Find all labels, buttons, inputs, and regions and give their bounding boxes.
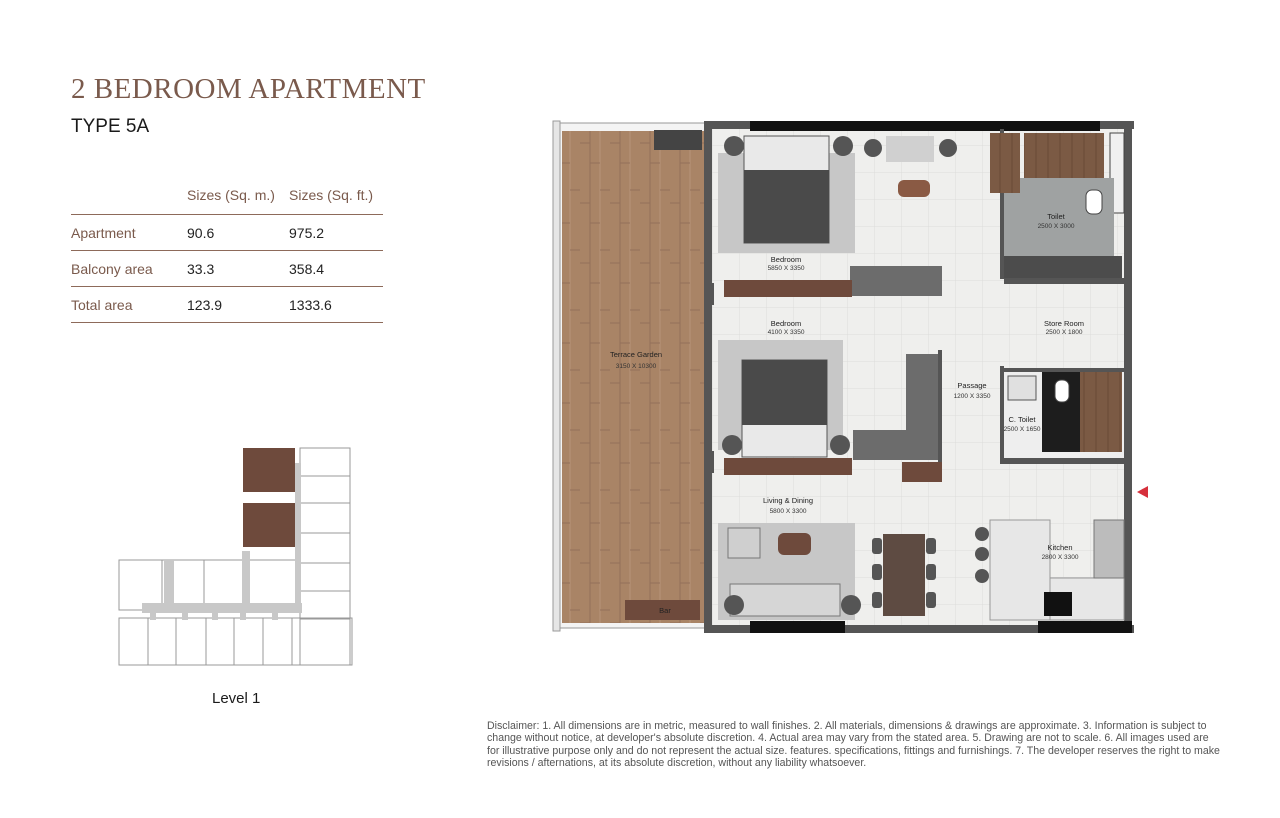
ctoilet-vanity <box>1080 372 1122 452</box>
room-label-passage: Passage <box>957 381 987 390</box>
window-south-left <box>750 621 845 633</box>
room-dims-store: 2500 X 1800 <box>1045 329 1083 336</box>
room-dims-ctoilet: 2500 X 1650 <box>1003 426 1041 433</box>
sqm-value: 90.6 <box>187 215 289 251</box>
desk-bedroom-1 <box>724 280 852 297</box>
room-label-bar: Bar <box>659 606 671 615</box>
room-dims-passage: 1200 X 3350 <box>953 393 991 400</box>
coffee-table <box>778 533 811 555</box>
room-dims-bedroom-2: 4100 X 3350 <box>767 329 805 336</box>
room-label-store: Store Room <box>1043 319 1085 328</box>
wall-stub <box>708 283 714 305</box>
wall-passage-west <box>938 350 942 470</box>
unit-type: TYPE 5A <box>71 116 150 137</box>
wall-store-south <box>1004 368 1124 372</box>
room-dims-bedroom-1: 5850 X 3350 <box>767 265 805 272</box>
ctoilet-wc-icon <box>1055 380 1069 402</box>
key-plan-highlight <box>243 448 295 492</box>
wall-ctoilet-west <box>1000 366 1004 461</box>
room-dims-kitchen: 2800 X 3300 <box>1041 554 1079 561</box>
room-label-kitchen: Kitchen <box>1047 543 1073 552</box>
wardrobe-bedroom-2b <box>853 430 938 460</box>
row-label: Apartment <box>71 215 187 251</box>
row-label: Balcony area <box>71 251 187 287</box>
entry-marker-icon <box>1137 486 1148 498</box>
kitchen-island <box>990 520 1050 620</box>
lamp-icon <box>724 595 744 615</box>
console-table <box>902 462 942 482</box>
sofa <box>730 584 840 616</box>
sizes-table <box>71 180 383 323</box>
nightstand-lamp <box>724 136 744 156</box>
room-label-toilet: Toilet <box>1047 212 1065 221</box>
wardrobe-bedroom-1 <box>850 266 942 296</box>
outer-wall-east <box>1124 121 1132 633</box>
armchair <box>728 528 760 558</box>
room-label-bedroom-2: Bedroom <box>770 319 802 328</box>
wall-kitchen-north <box>1000 458 1124 464</box>
terrace-garden-floor <box>562 131 705 623</box>
sqft-value: 358.4 <box>289 251 383 287</box>
table-row <box>71 215 383 251</box>
kitchen-sink-unit <box>1094 520 1124 578</box>
nightstand-lamp <box>830 435 850 455</box>
key-plan-highlight <box>243 503 295 547</box>
outer-wall-west <box>704 121 712 633</box>
toilet-cabinet <box>1024 133 1104 178</box>
window-north <box>750 121 1100 131</box>
chair-icon <box>864 139 882 157</box>
window-south-right <box>1038 621 1132 633</box>
nightstand-lamp <box>722 435 742 455</box>
ctoilet-basin <box>1008 376 1036 400</box>
bed-blanket-1 <box>744 170 829 243</box>
desk-bedroom-2 <box>724 458 852 475</box>
table-row <box>71 251 383 287</box>
table-row <box>71 287 383 323</box>
page-title: 2 BEDROOM APARTMENT <box>71 73 426 105</box>
room-dims-terrace: 3150 X 10300 <box>615 363 657 370</box>
chair-icon <box>939 139 957 157</box>
toilet-counter <box>1004 256 1122 278</box>
armchair-bedroom-1 <box>886 136 934 162</box>
room-label-living: Living & Dining <box>762 496 814 505</box>
room-dims-toilet: 2500 X 3000 <box>1037 223 1075 230</box>
sqm-value: 33.3 <box>187 251 289 287</box>
row-label: Total area <box>71 287 187 323</box>
dining-table <box>883 534 925 616</box>
table-header-row <box>71 180 383 215</box>
disclaimer-text: Disclaimer: 1. All dimensions are in metric, measured to wall finishes. 2. All materials, dimensions & drawings are approximate. 3. Information is subject to change without notice, at developer's absolute discretion. 4. Actual area may vary from the stated area. 5. Drawing are not to scale. 6. All images used are for illustrative purpose only and do not represent the actual size. features. specifications, fittings and furnishings. 7. The developer reserves the right to make revisions / afternations, at its absolute discretion, without any liability whatsoever. <box>487 720 1220 770</box>
toilet-wc-icon <box>1086 190 1102 214</box>
sqm-value: 123.9 <box>187 287 289 323</box>
column-header-sqft: Sizes (Sq. ft.) <box>289 187 374 203</box>
key-plan-diagram <box>112 443 357 671</box>
terrace-glass-railing <box>553 121 560 631</box>
room-dims-living: 5800 X 3300 <box>769 508 807 515</box>
terrace-bbq-unit <box>654 130 702 150</box>
table-header-empty <box>71 180 187 215</box>
column-header-sqm: Sizes (Sq. m.) <box>187 187 275 203</box>
toilet-vanity <box>990 133 1020 193</box>
room-label-bedroom-1: Bedroom <box>770 255 802 264</box>
sqft-value: 975.2 <box>289 215 383 251</box>
wardrobe-bedroom-2 <box>906 354 938 434</box>
key-plan-level-label: Level 1 <box>212 690 261 707</box>
bed-blanket-2 <box>742 360 827 425</box>
side-table <box>898 180 930 197</box>
lamp-icon <box>841 595 861 615</box>
room-label-ctoilet: C. Toilet <box>1008 415 1036 424</box>
wall-stub <box>708 451 714 473</box>
room-label-terrace: Terrace Garden <box>609 350 663 359</box>
wall-toilet-south <box>1004 278 1124 284</box>
cooktop <box>1044 592 1072 616</box>
nightstand-lamp <box>833 136 853 156</box>
floor-plan <box>550 118 1140 638</box>
sqft-value: 1333.6 <box>289 287 383 323</box>
